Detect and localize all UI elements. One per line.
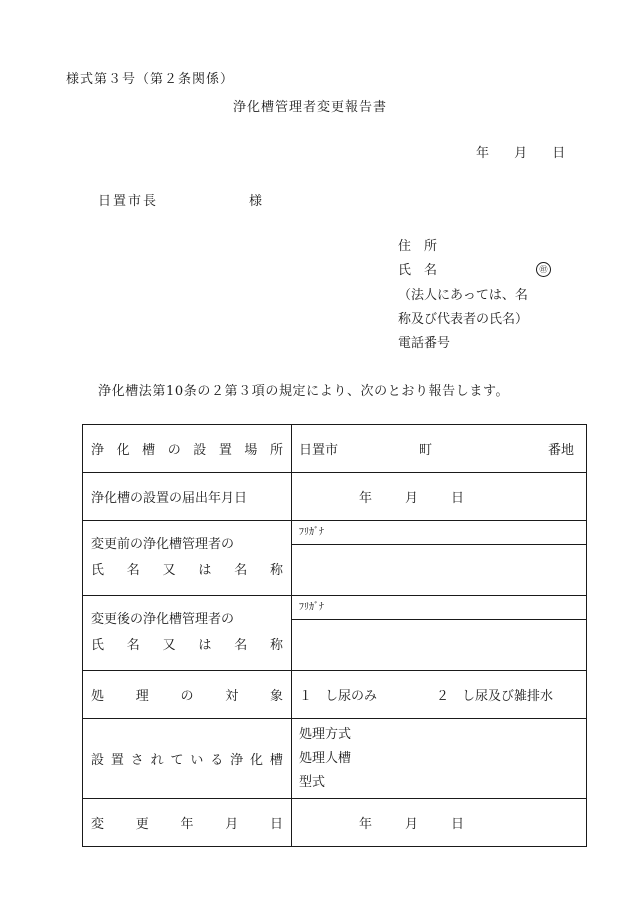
date-month: 月 — [405, 817, 419, 832]
label-char: い — [190, 753, 204, 768]
report-date — [476, 142, 565, 161]
label-change-date — [83, 799, 292, 847]
date-year: 年 — [359, 817, 373, 832]
label-char: 理 — [135, 689, 149, 704]
value-installed[interactable] — [292, 719, 587, 799]
applicant-corp-note-1: （法人にあっては、名 — [398, 288, 528, 303]
label-target — [83, 671, 292, 719]
label-char: 年 — [180, 817, 194, 832]
label-char: 化 — [250, 753, 264, 768]
installed-model: 型式 — [299, 774, 326, 790]
label-char: は — [198, 563, 212, 578]
label-char: 置 — [110, 753, 124, 768]
label-char: の — [180, 689, 194, 704]
before-label-line1: 変更前の浄化槽管理者の — [91, 537, 235, 552]
after-name-field[interactable] — [292, 620, 587, 671]
after-furigana-field[interactable]: ﾌﾘｶﾞﾅ — [292, 596, 587, 620]
date-day: 日 — [552, 146, 566, 161]
row-change-date — [83, 799, 587, 847]
label-char: 設 — [91, 753, 105, 768]
label-char: 氏 — [91, 563, 105, 578]
target-option-1[interactable]: １ し尿のみ — [299, 689, 378, 704]
value-location[interactable] — [292, 425, 587, 473]
label-char: 設 — [193, 443, 207, 458]
label-char: さ — [130, 753, 144, 768]
label-char: 氏 — [91, 638, 105, 653]
label-char: 名 — [234, 638, 248, 653]
value-change-date[interactable] — [292, 799, 587, 847]
date-year: 年 — [476, 146, 490, 161]
label-after — [83, 596, 292, 671]
row-installed — [83, 719, 587, 799]
installed-method: 処理方式 — [299, 726, 352, 742]
label-char: 又 — [162, 638, 176, 653]
before-furigana-field[interactable]: ﾌﾘｶﾞﾅ — [292, 521, 587, 545]
label-char: る — [210, 753, 224, 768]
report-table — [82, 424, 587, 847]
label-char: 槽 — [142, 443, 156, 458]
label-char: は — [198, 638, 212, 653]
statement-text: 浄化槽法第10条の２第３項の規定により、次のとおり報告します。 — [98, 384, 510, 399]
label-char: 槽 — [269, 753, 283, 768]
applicant-name-label: 氏 名 — [398, 263, 438, 278]
document-title: 浄化槽管理者変更報告書 — [233, 100, 388, 115]
applicant-address-label: 住 所 — [398, 239, 438, 254]
label-char: 処 — [91, 689, 105, 704]
label-char: 月 — [225, 817, 239, 832]
label-char: 所 — [269, 443, 283, 458]
applicant-phone-label: 電話番号 — [398, 336, 451, 351]
label-char: 浄 — [230, 753, 244, 768]
applicant-corp-note-2: 称及び代表者の氏名） — [398, 312, 529, 327]
date-day: 日 — [451, 817, 465, 832]
label-char: 名 — [126, 638, 140, 653]
label-char: 場 — [244, 443, 258, 458]
seal-mark: ㊞ — [536, 262, 551, 277]
date-month: 月 — [405, 491, 419, 506]
date-day: 日 — [451, 491, 465, 506]
row-location — [83, 425, 587, 473]
addressee-name: 日置市長 — [98, 194, 159, 209]
value-target[interactable] — [292, 671, 587, 719]
label-installed — [83, 719, 292, 799]
location-city: 日置市 — [299, 443, 339, 458]
label-char: 浄 — [91, 443, 105, 458]
label-before — [83, 521, 292, 596]
target-option-2[interactable]: ２ し尿及び雑排水 — [436, 689, 554, 704]
location-town: 町 — [419, 443, 433, 458]
row-before-furigana — [83, 521, 587, 545]
label-location — [83, 425, 292, 473]
row-after-furigana — [83, 596, 587, 620]
location-lot: 番地 — [547, 443, 574, 458]
label-char: 日 — [269, 817, 283, 832]
label-char: て — [170, 753, 184, 768]
label-char: れ — [150, 753, 164, 768]
label-char: 更 — [135, 817, 149, 832]
date-year: 年 — [359, 491, 373, 506]
label-char: 称 — [269, 638, 283, 653]
label-install-notice — [83, 473, 292, 521]
before-name-field[interactable] — [292, 545, 587, 596]
label-char: 象 — [269, 689, 283, 704]
date-month: 月 — [514, 146, 528, 161]
label-char: 名 — [126, 563, 140, 578]
label-char: 又 — [162, 563, 176, 578]
installed-tank: 処理人槽 — [299, 750, 352, 766]
label-char: の — [167, 443, 181, 458]
label-char: 名 — [234, 563, 248, 578]
label-char: 称 — [269, 563, 283, 578]
addressee-honorific: 様 — [249, 194, 263, 209]
install-notice-label: 浄化槽の設置の届出年月日 — [91, 491, 248, 506]
form-number: 様式第３号（第２条関係） — [66, 72, 235, 87]
label-char: 変 — [91, 817, 105, 832]
after-label-line1: 変更後の浄化槽管理者の — [91, 612, 235, 627]
label-char: 対 — [225, 689, 239, 704]
row-target — [83, 671, 587, 719]
label-char: 置 — [218, 443, 232, 458]
label-char: 化 — [116, 443, 130, 458]
row-install-notice — [83, 473, 587, 521]
value-install-notice[interactable] — [292, 473, 587, 521]
